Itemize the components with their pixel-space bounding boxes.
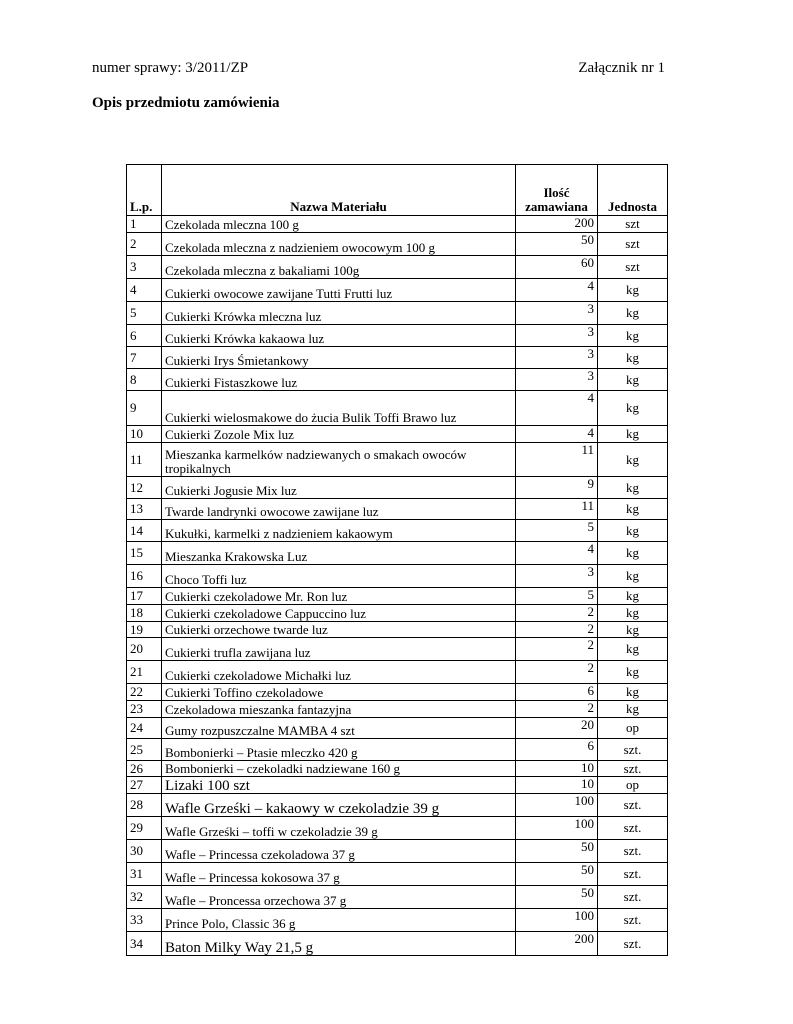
row-lp: 5 — [127, 302, 162, 325]
row-unit: kg — [598, 520, 668, 542]
column-header-name: Nazwa Materiału — [162, 165, 516, 216]
row-name: Twarde landrynki owocowe zawijane luz — [162, 499, 516, 520]
table-row — [127, 817, 668, 840]
row-quantity: 50 — [516, 863, 598, 886]
table-row — [127, 886, 668, 909]
row-quantity: 100 — [516, 909, 598, 932]
table-row — [127, 347, 668, 369]
row-unit: szt — [598, 233, 668, 256]
row-name: Cukierki Zozole Mix luz — [162, 426, 516, 443]
row-lp: 22 — [127, 684, 162, 701]
row-lp: 31 — [127, 863, 162, 886]
attachment-label: Załącznik nr 1 — [578, 60, 665, 76]
row-name: Cukierki Jogusie Mix luz — [162, 477, 516, 499]
row-quantity: 6 — [516, 739, 598, 761]
row-name: Wafle – Princessa kokosowa 37 g — [162, 863, 516, 886]
case-number: numer sprawy: 3/2011/ZP — [92, 60, 249, 76]
row-quantity: 4 — [516, 542, 598, 565]
row-name: Cukierki czekoladowe Michałki luz — [162, 661, 516, 684]
row-lp: 29 — [127, 817, 162, 840]
row-name: Prince Polo, Classic 36 g — [162, 909, 516, 932]
table-row — [127, 638, 668, 661]
table-row — [127, 622, 668, 638]
row-unit: szt. — [598, 739, 668, 761]
row-quantity: 2 — [516, 605, 598, 622]
row-lp: 11 — [127, 443, 162, 477]
table-row — [127, 761, 668, 777]
row-quantity: 100 — [516, 794, 598, 817]
row-lp: 32 — [127, 886, 162, 909]
row-name: Czekoladowa mieszanka fantazyjna — [162, 701, 516, 718]
table-row — [127, 777, 668, 794]
table-row — [127, 233, 668, 256]
row-lp: 2 — [127, 233, 162, 256]
row-name: Cukierki Toffino czekoladowe — [162, 684, 516, 701]
row-quantity: 3 — [516, 565, 598, 588]
column-header-unit: Jednosta — [598, 165, 668, 216]
row-unit: kg — [598, 542, 668, 565]
row-lp: 21 — [127, 661, 162, 684]
table-row — [127, 932, 668, 956]
row-unit: kg — [598, 279, 668, 302]
table-row — [127, 565, 668, 588]
row-name: Wafle Grześki – toffi w czekoladzie 39 g — [162, 817, 516, 840]
row-name: Cukierki trufla zawijana luz — [162, 638, 516, 661]
row-quantity: 100 — [516, 817, 598, 840]
table-row — [127, 499, 668, 520]
row-name: Cukierki czekoladowe Mr. Ron luz — [162, 588, 516, 605]
row-lp: 4 — [127, 279, 162, 302]
row-name: Czekolada mleczna z nadzieniem owocowym 100 g — [162, 233, 516, 256]
row-lp: 16 — [127, 565, 162, 588]
row-name: Cukierki Krówka kakaowa luz — [162, 325, 516, 347]
row-quantity: 5 — [516, 520, 598, 542]
table-row — [127, 588, 668, 605]
row-name: Gumy rozpuszczalne MAMBA 4 szt — [162, 718, 516, 739]
row-name: Wafle Grześki – kakaowy w czekoladzie 39 g — [162, 794, 516, 817]
table-row — [127, 256, 668, 279]
row-quantity: 50 — [516, 233, 598, 256]
row-lp: 13 — [127, 499, 162, 520]
row-name: Mieszanka karmelków nadziewanych o smakach owoców tropikalnych — [162, 443, 516, 477]
row-unit: szt. — [598, 794, 668, 817]
row-unit: szt. — [598, 817, 668, 840]
row-unit: kg — [598, 347, 668, 369]
row-quantity: 3 — [516, 325, 598, 347]
row-quantity: 200 — [516, 932, 598, 956]
row-name: Bombonierki – Ptasie mleczko 420 g — [162, 739, 516, 761]
row-unit: kg — [598, 499, 668, 520]
row-quantity: 6 — [516, 684, 598, 701]
row-unit: kg — [598, 477, 668, 499]
row-unit: kg — [598, 622, 668, 638]
row-quantity: 2 — [516, 622, 598, 638]
row-lp: 3 — [127, 256, 162, 279]
row-unit: kg — [598, 369, 668, 391]
row-quantity: 60 — [516, 256, 598, 279]
table-row — [127, 605, 668, 622]
row-quantity: 11 — [516, 443, 598, 477]
table-row — [127, 520, 668, 542]
row-unit: kg — [598, 426, 668, 443]
row-quantity: 3 — [516, 369, 598, 391]
row-unit: kg — [598, 443, 668, 477]
row-quantity: 10 — [516, 761, 598, 777]
table-row — [127, 542, 668, 565]
row-name: Czekolada mleczna 100 g — [162, 216, 516, 233]
table-row — [127, 684, 668, 701]
row-unit: kg — [598, 391, 668, 426]
table-header-row — [127, 165, 668, 216]
row-unit: kg — [598, 325, 668, 347]
row-unit: kg — [598, 638, 668, 661]
row-name: Czekolada mleczna z bakaliami 100g — [162, 256, 516, 279]
row-unit: szt. — [598, 840, 668, 863]
row-lp: 12 — [127, 477, 162, 499]
page-title: Opis przedmiotu zamówienia — [92, 95, 280, 111]
row-quantity: 10 — [516, 777, 598, 794]
row-quantity: 2 — [516, 701, 598, 718]
row-unit: kg — [598, 701, 668, 718]
row-lp: 7 — [127, 347, 162, 369]
column-header-lp: L.p. — [127, 165, 162, 216]
row-unit: kg — [598, 588, 668, 605]
row-quantity: 2 — [516, 661, 598, 684]
table-row — [127, 661, 668, 684]
row-quantity: 9 — [516, 477, 598, 499]
table-row — [127, 794, 668, 817]
row-quantity: 200 — [516, 216, 598, 233]
row-lp: 1 — [127, 216, 162, 233]
table-row — [127, 391, 668, 426]
row-lp: 26 — [127, 761, 162, 777]
row-unit: szt. — [598, 886, 668, 909]
row-name: Cukierki orzechowe twarde luz — [162, 622, 516, 638]
row-name: Cukierki owocowe zawijane Tutti Frutti luz — [162, 279, 516, 302]
row-lp: 27 — [127, 777, 162, 794]
row-quantity: 50 — [516, 840, 598, 863]
row-unit: szt. — [598, 863, 668, 886]
row-name: Lizaki 100 szt — [162, 777, 516, 794]
row-lp: 17 — [127, 588, 162, 605]
row-quantity: 3 — [516, 302, 598, 325]
row-lp: 24 — [127, 718, 162, 739]
row-quantity: 20 — [516, 718, 598, 739]
row-name: Cukierki Irys Śmietankowy — [162, 347, 516, 369]
table-row — [127, 426, 668, 443]
row-quantity: 3 — [516, 347, 598, 369]
row-name: Cukierki wielosmakowe do żucia Bulik Toffi Brawo luz — [162, 391, 516, 426]
row-quantity: 11 — [516, 499, 598, 520]
row-lp: 18 — [127, 605, 162, 622]
row-unit: szt. — [598, 932, 668, 956]
row-lp: 28 — [127, 794, 162, 817]
row-lp: 20 — [127, 638, 162, 661]
table-row — [127, 302, 668, 325]
row-unit: szt — [598, 216, 668, 233]
row-unit: kg — [598, 661, 668, 684]
row-name: Wafle – Proncessa orzechowa 37 g — [162, 886, 516, 909]
row-lp: 9 — [127, 391, 162, 426]
row-unit: kg — [598, 565, 668, 588]
row-unit: op — [598, 777, 668, 794]
table-row — [127, 216, 668, 233]
row-unit: szt — [598, 256, 668, 279]
table-row — [127, 718, 668, 739]
order-table — [126, 164, 668, 956]
row-quantity: 4 — [516, 391, 598, 426]
column-header-quantity-line1: Ilość — [543, 185, 570, 200]
row-name: Baton Milky Way 21,5 g — [162, 932, 516, 956]
row-quantity: 4 — [516, 426, 598, 443]
row-lp: 33 — [127, 909, 162, 932]
table-row — [127, 325, 668, 347]
row-unit: kg — [598, 302, 668, 325]
table-body — [127, 216, 668, 956]
row-lp: 8 — [127, 369, 162, 391]
row-lp: 30 — [127, 840, 162, 863]
row-lp: 19 — [127, 622, 162, 638]
row-unit: op — [598, 718, 668, 739]
table-row — [127, 477, 668, 499]
row-unit: kg — [598, 605, 668, 622]
table-row — [127, 739, 668, 761]
row-quantity: 50 — [516, 886, 598, 909]
column-header-quantity-line2: zamawiana — [525, 199, 588, 214]
table-row — [127, 701, 668, 718]
row-lp: 15 — [127, 542, 162, 565]
table-row — [127, 279, 668, 302]
row-name: Choco Toffi luz — [162, 565, 516, 588]
row-lp: 25 — [127, 739, 162, 761]
row-name: Cukierki Fistaszkowe luz — [162, 369, 516, 391]
table-row — [127, 840, 668, 863]
row-quantity: 4 — [516, 279, 598, 302]
row-name: Bombonierki – czekoladki nadziewane 160 g — [162, 761, 516, 777]
row-unit: szt. — [598, 761, 668, 777]
table-row — [127, 443, 668, 477]
row-unit: kg — [598, 684, 668, 701]
row-lp: 6 — [127, 325, 162, 347]
row-name: Kukułki, karmelki z nadzieniem kakaowym — [162, 520, 516, 542]
row-name: Mieszanka Krakowska Luz — [162, 542, 516, 565]
row-lp: 10 — [127, 426, 162, 443]
row-quantity: 2 — [516, 638, 598, 661]
row-lp: 23 — [127, 701, 162, 718]
row-name: Cukierki czekoladowe Cappuccino luz — [162, 605, 516, 622]
column-header-quantity — [516, 165, 598, 216]
row-lp: 14 — [127, 520, 162, 542]
table-row — [127, 369, 668, 391]
row-lp: 34 — [127, 932, 162, 956]
row-name: Cukierki Krówka mleczna luz — [162, 302, 516, 325]
row-quantity: 5 — [516, 588, 598, 605]
table-row — [127, 909, 668, 932]
row-unit: szt. — [598, 909, 668, 932]
table-row — [127, 863, 668, 886]
row-name: Wafle – Princessa czekoladowa 37 g — [162, 840, 516, 863]
